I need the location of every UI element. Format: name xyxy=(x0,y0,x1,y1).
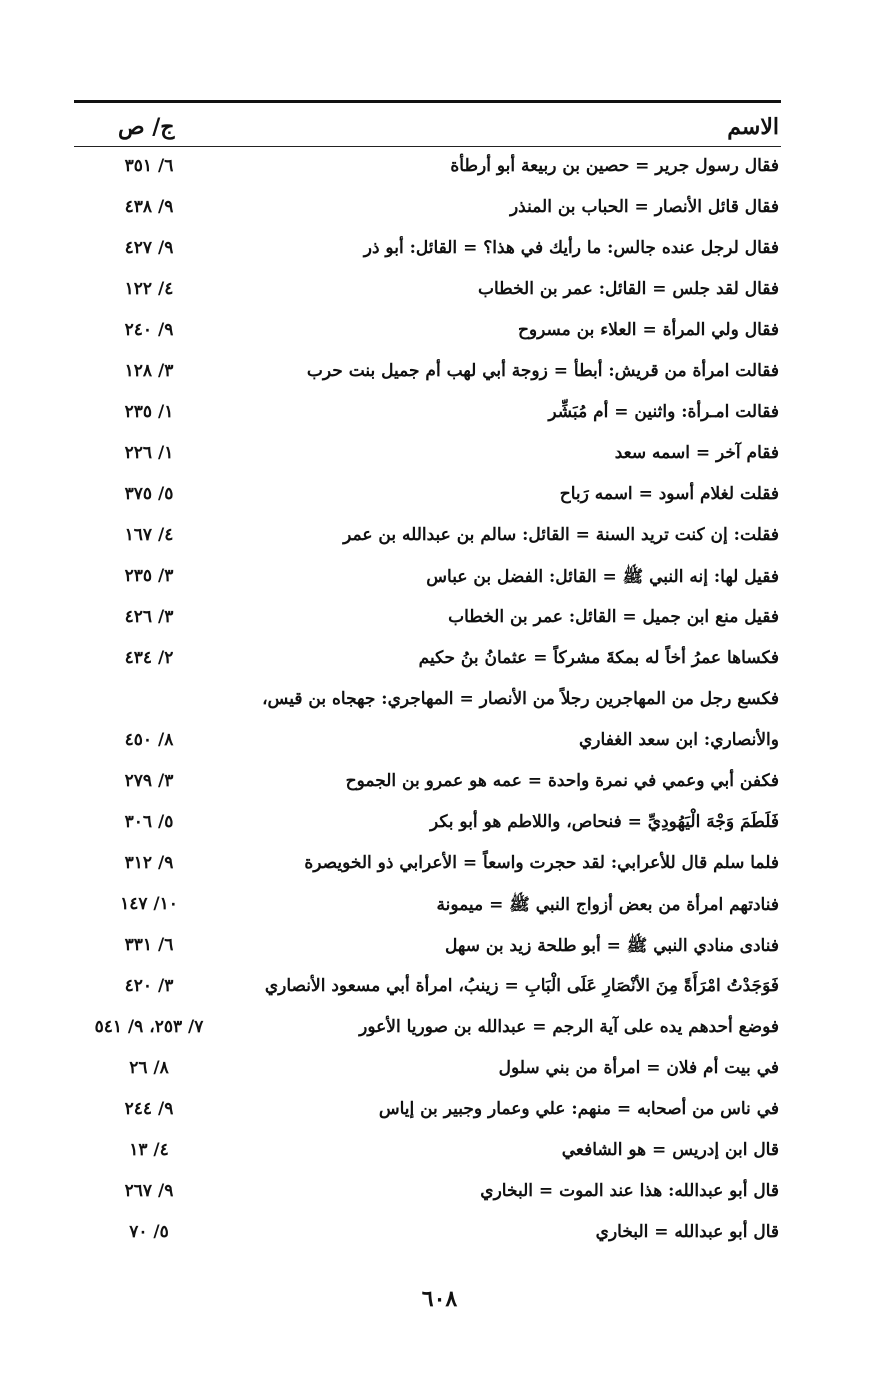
entry-ref: ٣/ ٤٢٦ xyxy=(124,607,174,627)
entry-name: قال أبو عبدالله: هذا عند الموت = البخاري xyxy=(480,1181,779,1201)
entry-name: فكفن أبي وعمي في نمرة واحدة = عمه هو عمرو بن الجموح xyxy=(345,771,779,791)
entry-name: فقال رسول جرير = حصين بن ربيعة أبو أرطأة xyxy=(450,156,779,176)
entry-ref: ٤/ ١٦٧ xyxy=(124,525,174,545)
entry-name: فقالت امرأة من قريش: أبطأ = زوجة أبي لهب أم جميل بنت حرب xyxy=(306,361,779,381)
entry-ref: ٣/ ٢٣٥ xyxy=(124,566,174,586)
entry-ref: ٧/ ٢٥٣، ٩/ ٥٤١ xyxy=(94,1017,204,1037)
entry-name: فَلَطَمَ وَجْهَ الْيَهُودِيِّ = فنحاص، واللاطم هو أبو بكر xyxy=(430,812,779,832)
entry-name: فقلت لغلام أسود = اسمه رَباح xyxy=(559,484,779,504)
table-row xyxy=(74,557,781,598)
entry-ref: ٢/ ٤٣٤ xyxy=(124,648,174,668)
table-row xyxy=(74,803,781,844)
entry-name: فلما سلم قال للأعرابي: لقد حجرت واسعاً = الأعرابي ذو الخويصرة xyxy=(304,853,779,873)
entry-ref: ٦/ ٣٥١ xyxy=(124,156,174,176)
entry-name: فقالت امـرأة: واثنين = أم مُبَشِّر xyxy=(548,402,779,422)
top-rule xyxy=(74,100,781,103)
entry-ref: ١/ ٢٣٥ xyxy=(124,402,174,422)
table-row xyxy=(74,967,781,1008)
entry-ref: ١٠/ ١٤٧ xyxy=(120,894,178,914)
table-row xyxy=(74,844,781,885)
table-header xyxy=(74,108,781,146)
entry-name: في ناس من أصحابه = منهم: علي وعمار وجبير بن إياس xyxy=(378,1099,779,1119)
table-row xyxy=(74,926,781,967)
entry-name: فقيل لها: إنه النبي ﷺ = القائل: الفضل بن عباس xyxy=(426,567,779,587)
table-row xyxy=(74,147,781,188)
entry-name: فقال ولي المرأة = العلاء بن مسروح xyxy=(517,320,779,340)
table-row xyxy=(74,885,781,926)
entry-ref: ٣/ ٢٧٩ xyxy=(124,771,174,791)
entry-name: فنادى منادي النبي ﷺ = أبو طلحة زيد بن سهل xyxy=(445,936,779,956)
entry-ref: ٣/ ١٢٨ xyxy=(124,361,174,381)
table-row xyxy=(74,1213,781,1254)
name-column-header: الاسم xyxy=(727,114,779,140)
table-row xyxy=(74,311,781,352)
table-row xyxy=(74,1172,781,1213)
table-row xyxy=(74,1090,781,1131)
entry-name: قال أبو عبدالله = البخاري xyxy=(595,1222,779,1242)
table-row xyxy=(74,598,781,639)
entry-name: فقيل منع ابن جميل = القائل: عمر بن الخطاب xyxy=(448,607,779,627)
index-table xyxy=(74,147,781,1254)
entry-ref: ٩/ ٣١٢ xyxy=(124,853,174,873)
entry-name: في بيت أم فلان = امرأة من بني سلول xyxy=(498,1058,779,1078)
entry-ref: ٨/ ٢٦ xyxy=(129,1058,169,1078)
entry-ref: ٣/ ٤٢٠ xyxy=(124,976,174,996)
entry-name: فقال قائل الأنصار = الحباب بن المنذر xyxy=(509,197,779,217)
entry-ref: ٩/ ٢٦٧ xyxy=(124,1181,174,1201)
entry-ref: ١/ ٢٢٦ xyxy=(124,443,174,463)
table-row xyxy=(74,352,781,393)
entry-ref: ٩/ ٤٢٧ xyxy=(124,238,174,258)
entry-name: فقلت: إن كنت تريد السنة = القائل: سالم بن عبدالله بن عمر xyxy=(343,525,779,545)
entry-ref: ٩/ ٢٤٠ xyxy=(124,320,174,340)
entry-name: فقال لرجل عنده جالس: ما رأيك في هذا؟ = القائل: أبو ذر xyxy=(363,238,779,258)
entry-name: فَوَجَدْتُ امْرَأَةً مِنَ الأنْصَارِ عَلَى الْبَابِ = زينبُ، امرأة أبي مسعود الأنصاري xyxy=(264,976,779,996)
table-row xyxy=(74,270,781,311)
entry-ref: ٤/ ١٢٢ xyxy=(124,279,174,299)
entry-ref: ٦/ ٣٣١ xyxy=(124,935,174,955)
entry-ref: ٥/ ٣٠٦ xyxy=(124,812,174,832)
table-row xyxy=(74,188,781,229)
table-row xyxy=(74,229,781,270)
reference-column-header: ج/ ص xyxy=(118,114,175,140)
entry-name: فوضع أحدهم يده على آية الرجم = عبدالله بن صوريا الأعور xyxy=(359,1017,779,1037)
table-row xyxy=(74,639,781,680)
entry-ref: ٨/ ٤٥٠ xyxy=(124,730,174,750)
entry-name: فنادتهم امرأة من بعض أزواج النبي ﷺ = ميمونة xyxy=(436,895,779,915)
entry-ref: ٤/ ١٣ xyxy=(129,1140,169,1160)
entry-name: قال ابن إدريس = هو الشافعي xyxy=(561,1140,779,1160)
entry-name: فكساها عمرُ أخاً له بمكةَ مشركاً = عثمانُ بنُ حكيم xyxy=(418,648,779,668)
table-row xyxy=(74,393,781,434)
entry-ref: ٥/ ٧٠ xyxy=(129,1222,169,1242)
entry-name: فقال لقد جلس = القائل: عمر بن الخطاب xyxy=(477,279,779,299)
table-row xyxy=(74,1131,781,1172)
table-row xyxy=(74,434,781,475)
table-row xyxy=(74,762,781,803)
page-number: ٦٠٨ xyxy=(421,1286,458,1312)
entry-ref: ٩/ ٢٤٤ xyxy=(124,1099,174,1119)
entry-ref: ٩/ ٤٣٨ xyxy=(124,197,174,217)
entry-ref: ٥/ ٣٧٥ xyxy=(124,484,174,504)
table-row xyxy=(74,680,781,721)
table-row xyxy=(74,1008,781,1049)
table-row xyxy=(74,475,781,516)
table-row xyxy=(74,721,781,762)
entry-name: فكسع رجل من المهاجرين رجلاً من الأنصار = المهاجري: جهجاه بن قيس، xyxy=(262,689,779,709)
table-row xyxy=(74,1049,781,1090)
entry-name: فقام آخر = اسمه سعد xyxy=(614,443,779,463)
entry-name: والأنصاري: ابن سعد الغفاري xyxy=(579,730,779,750)
table-row xyxy=(74,516,781,557)
